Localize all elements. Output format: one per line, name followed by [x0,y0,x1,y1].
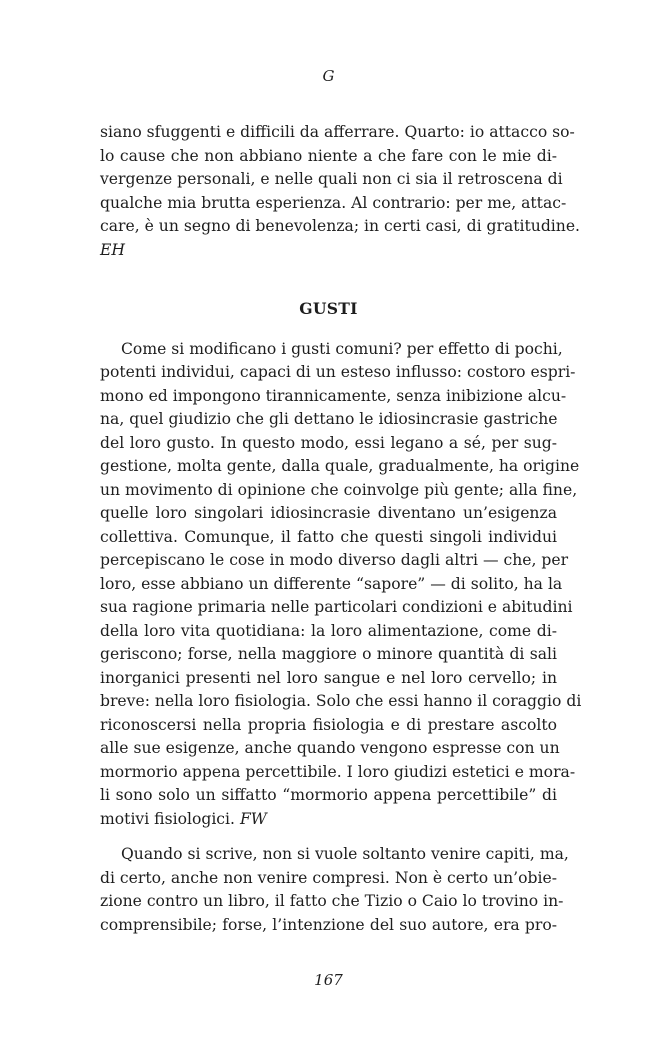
text-line: gestione, molta gente, dalla quale, gradualmente, ha origine [100,457,580,475]
text-line: qualche mia brutta esperienza. Al contrario: per me, attac- [100,193,567,212]
text-line: Come si modificano i gusti comuni? per effetto di pochi, [121,339,563,358]
paragraph-gusti [100,338,582,832]
text-line: percepiscano le cose in modo diverso dagli altri — che, per [100,551,569,569]
paragraph-continuation [100,121,581,262]
text-line-final [100,808,557,832]
text-line: vergenze personali, e nelle quali non ci sia il retroscena di [100,170,563,188]
text-line: care, è un segno di benevolenza; in certi casi, di gratitudine. [100,217,581,235]
text-line: sua ragione primaria nelle particolari condizioni e abitudini [100,598,573,616]
text-line: lo cause che non abbiano niente a che fare con le mie di- [100,146,557,165]
text-line: inorganici presenti nel loro sangue e nel loro cervello; in [100,668,557,687]
author-signature: EH [100,240,125,259]
text-line: comprensibile; forse, l’intenzione del suo autore, era pro- [100,915,557,934]
book-page [100,0,582,1044]
text-line: alle sue esigenze, anche quando vengono espresse con un [100,739,560,757]
text-line: loro, esse abbiano un differente “sapore” — di solito, ha la [100,574,563,593]
page-number: 167 [314,971,343,989]
text-line: siano sfuggenti e difficili da afferrare. Quarto: io attacco so- [100,123,575,141]
section-heading: GUSTI [299,299,358,318]
text-line: di certo, anche non venire compresi. Non è certo un’obie- [100,868,557,887]
text-line: na, quel giudizio che gli dettano le idiosincrasie gastriche [100,410,558,428]
text-line: collettiva. Comunque, il fatto che questi singoli individui [100,527,557,546]
text-line: potenti individui, capaci di un esteso influsso: costoro espri- [100,363,576,381]
text-line: della loro vita quotidiana: la loro alimentazione, come di- [100,621,557,640]
running-head: G [322,67,335,85]
text-line: zione contro un libro, il fatto che Tizio o Caio lo trovino in- [100,892,564,910]
text-fragment: motivi fisiologici. [100,809,235,828]
body-text [100,121,582,937]
text-line: li sono solo un siffatto “mormorio appena percettibile” di [100,786,557,804]
text-line: mormorio appena percettibile. I loro giudizi estetici e mora- [100,762,576,781]
text-line: del loro gusto. In questo modo, essi legano a sé, per sug- [100,433,557,452]
text-line: Quando si scrive, non si vuole soltanto venire capiti, ma, [121,845,569,863]
text-line: mono ed impongono tirannicamente, senza inibizione alcu- [100,386,567,405]
text-line: un movimento di opinione che coinvolge più gente; alla fine, [100,480,578,499]
text-line: breve: nella loro fisiologia. Solo che essi hanno il coraggio di [100,692,582,710]
paragraph-next [100,843,569,937]
text-line: geriscono; forse, nella maggiore o minore quantità di sali [100,645,557,663]
text-line: quelle loro singolari idiosincrasie diventano un’esigenza [100,504,557,522]
author-signature: FW [239,809,267,828]
text-line: riconoscersi nella propria fisiologia e di prestare ascolto [100,715,557,734]
